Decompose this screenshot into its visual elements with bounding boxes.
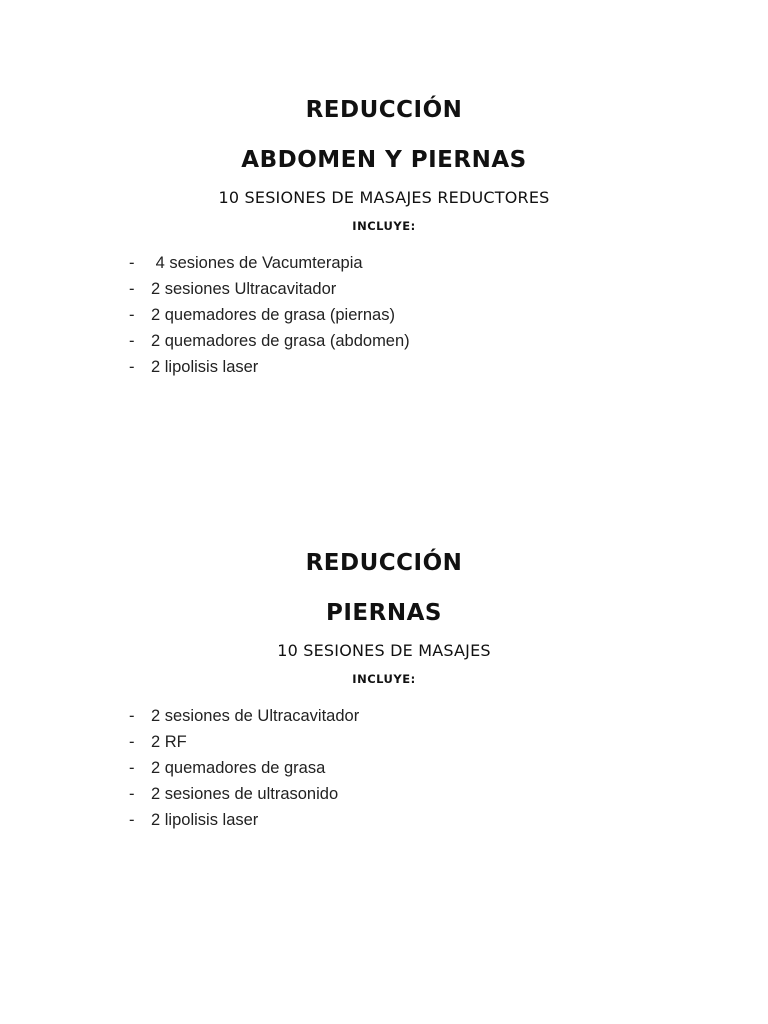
list-item — [0, 250, 768, 276]
list-item-text: 2 quemadores de grasa (abdomen) — [151, 332, 410, 350]
list-item-text: 2 lipolisis laser — [151, 358, 259, 376]
bullet-dash: - — [129, 332, 135, 350]
list-item-text: 2 quemadores de grasa — [151, 759, 326, 777]
section-subtitle: 10 SESIONES DE MASAJES — [277, 641, 491, 660]
bullet-dash: - — [129, 358, 135, 376]
list-item — [0, 302, 768, 328]
list-item-text: 2 RF — [151, 733, 187, 751]
list-item — [0, 703, 768, 729]
list-item — [0, 807, 768, 833]
bullet-dash: - — [129, 280, 135, 298]
bullet-dash: - — [129, 811, 135, 829]
list-item — [0, 354, 768, 380]
list-item-text: 2 sesiones de ultrasonido — [151, 785, 339, 803]
includes-label: INCLUYE: — [352, 672, 416, 686]
list-item-text: 2 lipolisis laser — [151, 811, 259, 829]
package-abdomen-piernas — [0, 92, 768, 380]
bullet-dash: - — [129, 707, 135, 725]
bullet-dash: - — [129, 759, 135, 777]
section-subtitle: 10 SESIONES DE MASAJES REDUCTORES — [218, 188, 550, 207]
bullet-dash: - — [129, 254, 135, 272]
items-list — [0, 703, 768, 833]
bullet-dash: - — [129, 733, 135, 751]
section-title-line2: PIERNAS — [326, 600, 442, 626]
includes-label: INCLUYE: — [352, 219, 416, 233]
package-piernas — [0, 545, 768, 833]
items-list — [0, 250, 768, 380]
list-item — [0, 276, 768, 302]
list-item-text: 4 sesiones de Vacumterapia — [151, 254, 363, 272]
section-title-line2: ABDOMEN Y PIERNAS — [241, 147, 527, 173]
list-item — [0, 781, 768, 807]
list-item-text: 2 sesiones Ultracavitador — [151, 280, 337, 298]
list-item — [0, 328, 768, 354]
bullet-dash: - — [129, 306, 135, 324]
section-title-line1: REDUCCIÓN — [305, 550, 463, 576]
list-item — [0, 729, 768, 755]
bullet-dash: - — [129, 785, 135, 803]
list-item-text: 2 sesiones de Ultracavitador — [151, 707, 360, 725]
section-title-line1: REDUCCIÓN — [305, 97, 463, 123]
list-item — [0, 755, 768, 781]
list-item-text: 2 quemadores de grasa (piernas) — [151, 306, 395, 324]
